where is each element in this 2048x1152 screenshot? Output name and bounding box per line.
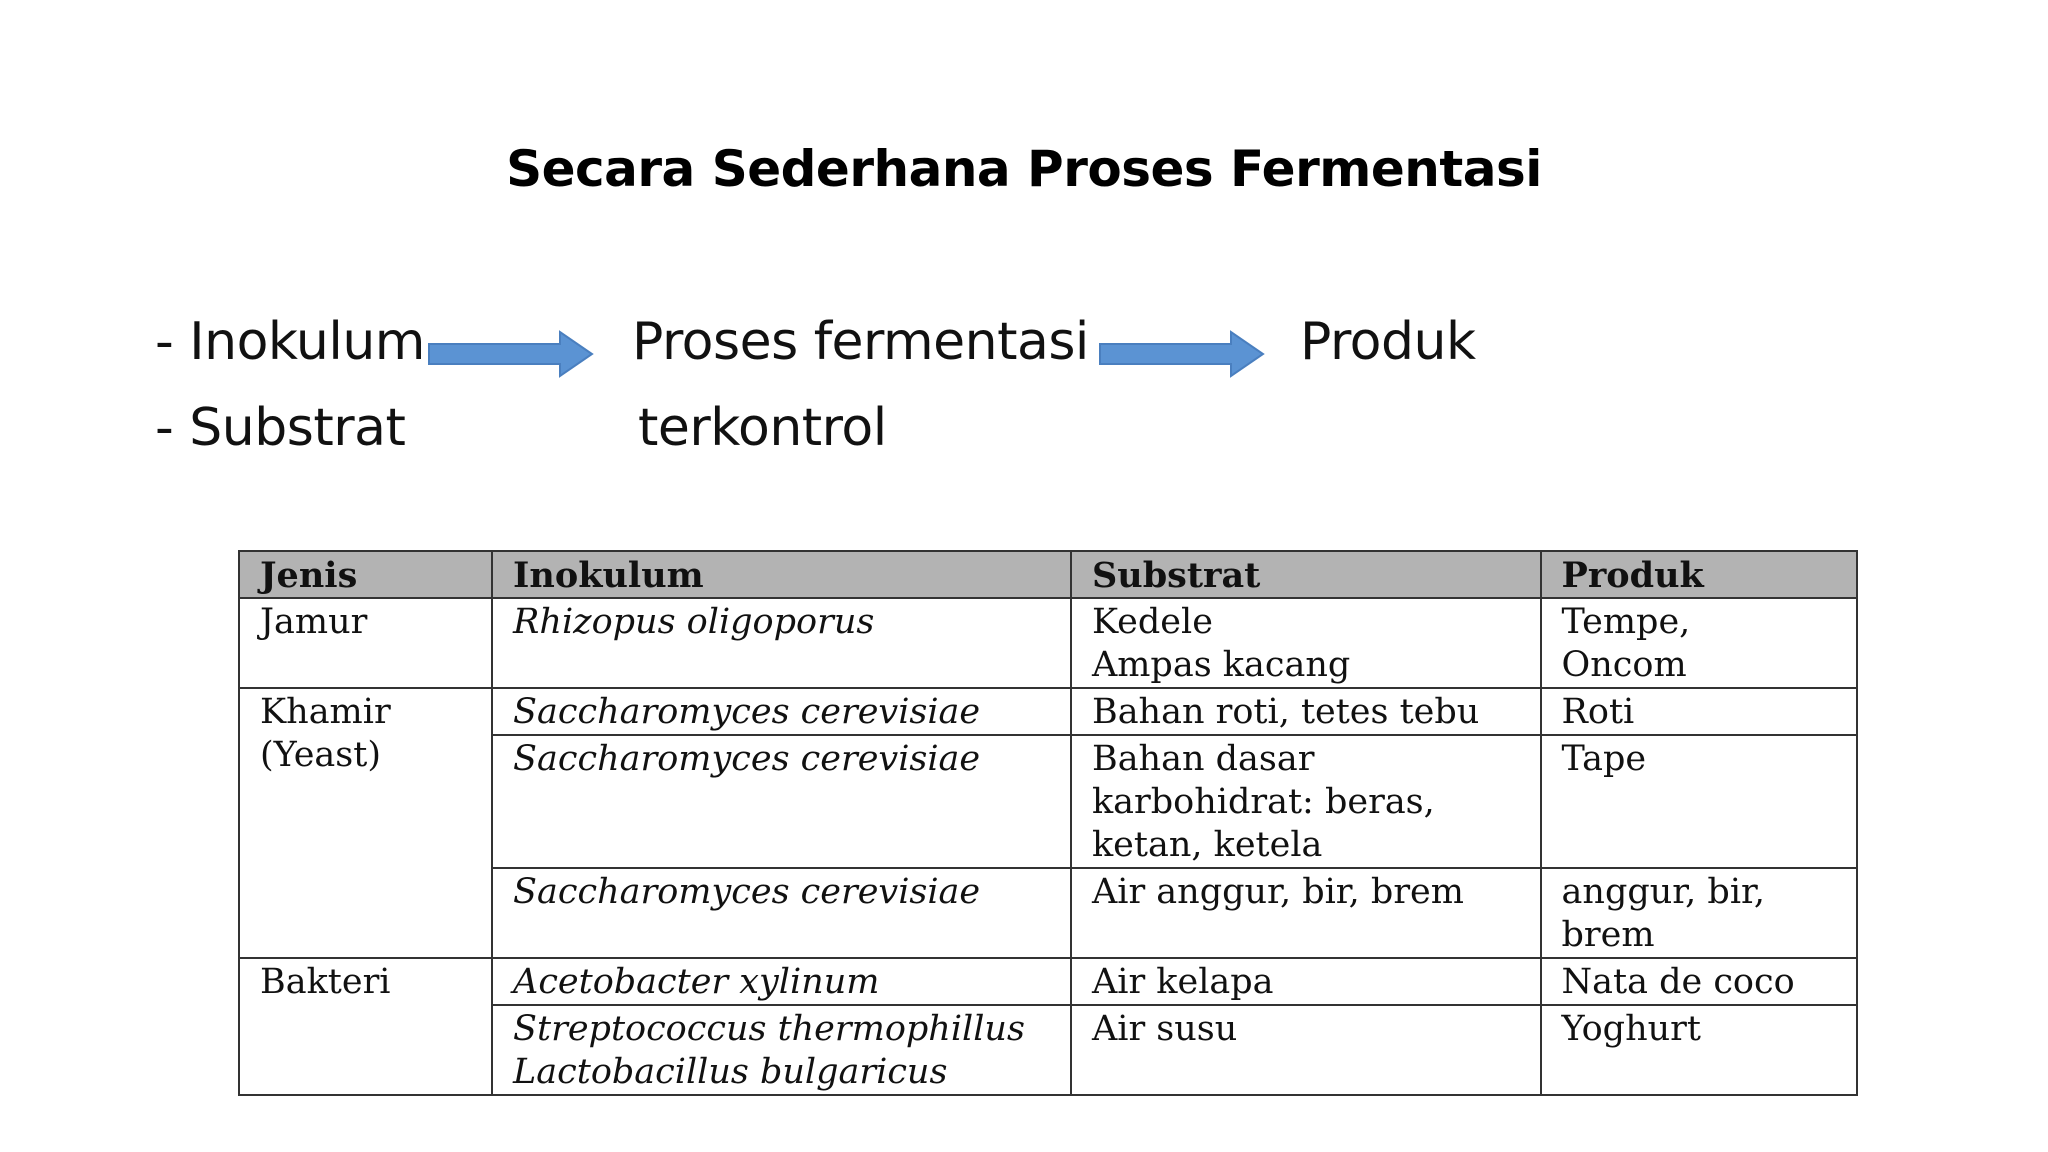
cell-inokulum: Saccharomyces cerevisiae	[492, 735, 1071, 868]
cell-jenis-bakteri: Bakteri	[239, 958, 492, 1095]
header-jenis: Jenis	[239, 551, 492, 598]
cell-substrat: Air anggur, bir, brem	[1071, 868, 1541, 958]
cell-jenis-line: Khamir	[260, 692, 391, 732]
cell-jenis-khamir	[239, 688, 492, 958]
cell-produk: Yoghurt	[1541, 1005, 1857, 1095]
cell-substrat: Bahan roti, tetes tebu	[1071, 688, 1541, 735]
cell-produk: Nata de coco	[1541, 958, 1857, 1005]
cell-substrat-line: Kedele	[1091, 602, 1213, 642]
cell-substrat: Air kelapa	[1071, 958, 1541, 1005]
cell-inokulum: Saccharomyces cerevisiae	[492, 868, 1071, 958]
cell-inokulum: Acetobacter xylinum	[492, 958, 1071, 1005]
flow-arrow-1-icon	[428, 330, 594, 378]
flow-substrat-text: - Substrat	[155, 398, 406, 458]
cell-produk: Tape	[1541, 735, 1857, 868]
table-header-row	[239, 551, 1857, 598]
cell-inokulum: Rhizopus oligoporus	[492, 598, 1071, 688]
cell-inokulum-line: Streptococcus thermophillus	[513, 1009, 1025, 1049]
flow-proses-text: Proses fermentasi	[632, 312, 1089, 372]
cell-produk-line: Oncom	[1561, 645, 1687, 685]
flow-terkontrol-text: terkontrol	[638, 398, 887, 458]
cell-inokulum-line: Lactobacillus bulgaricus	[513, 1052, 948, 1092]
table-row	[239, 958, 1857, 1005]
header-inokulum: Inokulum	[492, 551, 1071, 598]
cell-produk	[1541, 598, 1857, 688]
flow-inokulum-text: - Inokulum	[155, 312, 425, 372]
fermentation-table	[238, 550, 1858, 1096]
flow-produk-text: Produk	[1300, 312, 1476, 372]
header-substrat: Substrat	[1071, 551, 1541, 598]
cell-produk: Roti	[1541, 688, 1857, 735]
cell-substrat: Air susu	[1071, 1005, 1541, 1095]
flow-arrow-2-icon	[1099, 330, 1265, 378]
cell-inokulum: Saccharomyces cerevisiae	[492, 688, 1071, 735]
cell-produk: anggur, bir, brem	[1541, 868, 1857, 958]
cell-jenis-jamur: Jamur	[239, 598, 492, 688]
cell-produk-line: Tempe,	[1561, 602, 1691, 642]
table-row	[239, 688, 1857, 735]
table-row	[239, 598, 1857, 688]
header-produk: Produk	[1541, 551, 1857, 598]
cell-substrat: Bahan dasar karbohidrat: beras, ketan, ketela	[1071, 735, 1541, 868]
cell-jenis-line: (Yeast)	[260, 735, 381, 775]
slide-title: Secara Sederhana Proses Fermentasi	[506, 140, 1542, 198]
cell-inokulum	[492, 1005, 1071, 1095]
cell-substrat	[1071, 598, 1541, 688]
cell-substrat-line: Ampas kacang	[1091, 645, 1351, 685]
